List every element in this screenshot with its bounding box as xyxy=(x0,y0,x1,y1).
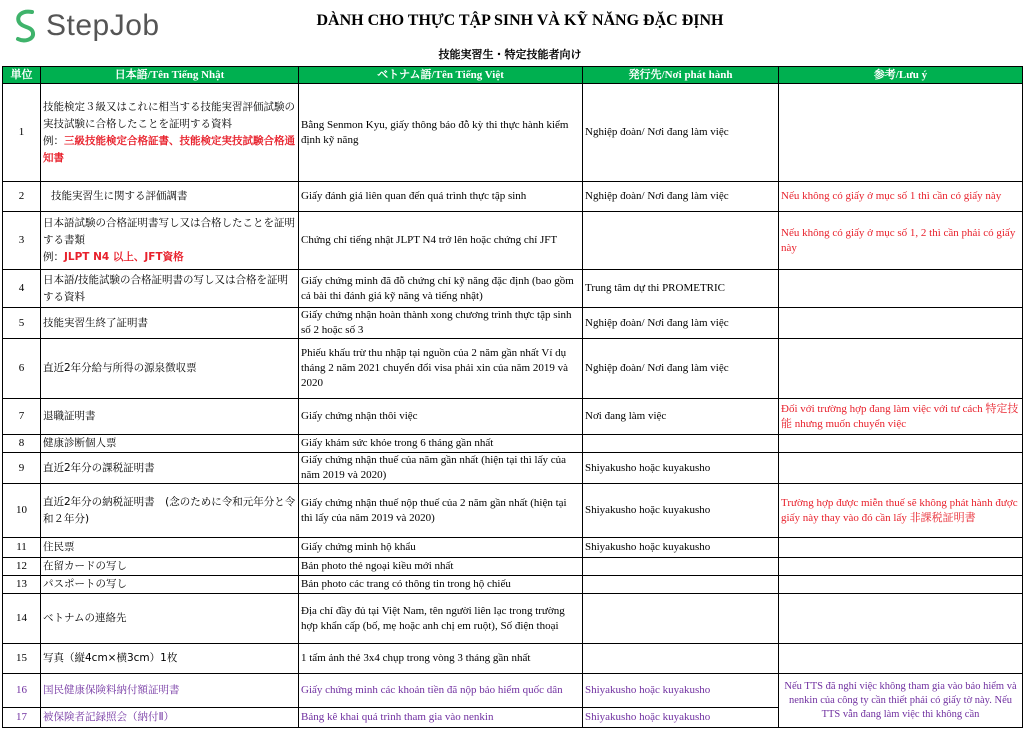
table-row xyxy=(3,576,1023,594)
table-row xyxy=(3,84,1023,182)
row-number: 12 xyxy=(3,558,41,576)
table-row xyxy=(3,453,1023,484)
row-issuer xyxy=(583,558,779,576)
row-vietnamese: Giấy chứng nhận thuế của năm gần nhất (hiện tại thì lấy của năm 2019 và 2020) xyxy=(299,453,583,484)
row-issuer xyxy=(583,644,779,674)
row-vietnamese: Bản photo thẻ ngoại kiều mới nhất xyxy=(299,558,583,576)
row-vietnamese: Giấy chứng nhận hoàn thành xong chương trình thực tập sinh số 2 hoặc số 3 xyxy=(299,308,583,339)
table-row xyxy=(3,644,1023,674)
document-table xyxy=(2,66,1023,728)
row-vietnamese: Giấy chứng nhận thôi việc xyxy=(299,399,583,435)
row-note: Đối với trường hợp đang làm việc với tư cách 特定技能 nhưng muốn chuyển việc xyxy=(779,399,1023,435)
row-note xyxy=(779,538,1023,558)
row-number: 10 xyxy=(3,484,41,538)
row-issuer: Nghiệp đoàn/ Nơi đang làm việc xyxy=(583,84,779,182)
row-vietnamese: Phiếu khấu trừ thu nhập tại nguồn của 2 năm gần nhất Ví dụ tháng 2 năm 2021 chuyển đổi visa phải xin của năm 2019 và 2020 xyxy=(299,339,583,399)
page-subtitle: 技能実習生・特定技能者向け xyxy=(438,48,582,61)
col-header-note: 参考/Lưu ý xyxy=(779,67,1023,84)
row-japanese: 被保険者記録照会（納付Ⅱ） xyxy=(41,708,299,728)
table-header-row xyxy=(3,67,1023,84)
row-vietnamese: Bản photo các trang có thông tin trong hộ chiếu xyxy=(299,576,583,594)
row-number: 16 xyxy=(3,674,41,708)
row-vietnamese: Giấy chứng minh đã đỗ chứng chỉ kỹ năng đặc định (bao gồm cả bài thi đánh giá kỹ năng và tiếng nhật) xyxy=(299,270,583,308)
row-japanese: 日本語試験の合格証明書写し又は合格したことを証明する書類 例：JLPT N4 以上、JFT資格 xyxy=(41,212,299,270)
table-row xyxy=(3,594,1023,644)
row-note xyxy=(779,270,1023,308)
row-note xyxy=(779,435,1023,453)
stepjob-logo-icon xyxy=(12,8,40,44)
row-japanese: 技能検定３級又はこれに相当する技能実習評価試験の実技試験に合格したことを証明する資料 例：三級技能検定合格証書、技能検定実技試験合格通知書 xyxy=(41,84,299,182)
row-number: 4 xyxy=(3,270,41,308)
row-issuer: Trung tâm dự thi PROMETRIC xyxy=(583,270,779,308)
row-vietnamese: Giấy đánh giá liên quan đến quá trình thực tập sinh xyxy=(299,182,583,212)
row-note xyxy=(779,84,1023,182)
row-note xyxy=(779,644,1023,674)
row-japanese: 技能実習生に関する評価調書 xyxy=(41,182,299,212)
page-header xyxy=(0,0,1024,66)
row-number: 7 xyxy=(3,399,41,435)
row-note: Nếu không có giấy ở mục số 1, 2 thì cần phải có giấy này xyxy=(779,212,1023,270)
row-issuer: Shiyakusho hoặc kuyakusho xyxy=(583,708,779,728)
row-note xyxy=(779,576,1023,594)
row-issuer: Shiyakusho hoặc kuyakusho xyxy=(583,674,779,708)
table-row xyxy=(3,484,1023,538)
row-number: 6 xyxy=(3,339,41,399)
table-row xyxy=(3,674,1023,708)
col-header-japanese: 日本語/Tên Tiếng Nhật xyxy=(41,67,299,84)
row-number: 13 xyxy=(3,576,41,594)
row-number: 5 xyxy=(3,308,41,339)
table-row xyxy=(3,270,1023,308)
row-note: Trường hợp được miễn thuế sẽ không phát hành được giấy này thay vào đó cần lấy 非課税証明書 xyxy=(779,484,1023,538)
row-japanese: 日本語/技能試験の合格証明書の写し又は合格を証明する資料 xyxy=(41,270,299,308)
row-vietnamese: Giấy chứng nhận thuế nộp thuế của 2 năm gần nhất (hiện tại thì lấy của năm 2019 và 2020) xyxy=(299,484,583,538)
row-japanese: 健康診断個人票 xyxy=(41,435,299,453)
row-note: Nếu không có giấy ở mục số 1 thì cần có giấy này xyxy=(779,182,1023,212)
table-row xyxy=(3,558,1023,576)
row-issuer: Nơi đang làm việc xyxy=(583,399,779,435)
table-row xyxy=(3,538,1023,558)
row-issuer: Nghiệp đoàn/ Nơi đang làm việc xyxy=(583,182,779,212)
row-japanese: 直近2年分の課税証明書 xyxy=(41,453,299,484)
row-japanese: 退職証明書 xyxy=(41,399,299,435)
row-issuer xyxy=(583,576,779,594)
row-note: Nếu TTS đã nghỉ việc không tham gia vào bảo hiểm và nenkin của công ty cần thiết phải có giấy tờ này. Nếu TTS vẫn đang làm việc thì không cần xyxy=(779,674,1023,728)
row-note xyxy=(779,339,1023,399)
row-number: 2 xyxy=(3,182,41,212)
row-vietnamese: Giấy chứng minh các khoản tiền đã nộp bảo hiểm quốc dân xyxy=(299,674,583,708)
row-vietnamese: Bằng Senmon Kyu, giấy thông báo đỗ kỳ thi thực hành kiểm định kỹ năng xyxy=(299,84,583,182)
stepjob-logo xyxy=(12,6,160,46)
row-japanese: 直近2年分給与所得の源泉徴収票 xyxy=(41,339,299,399)
row-vietnamese: Giấy chứng minh hộ khẩu xyxy=(299,538,583,558)
row-japanese: 在留カードの写し xyxy=(41,558,299,576)
col-header-vietnamese: ベトナム語/Tên Tiếng Việt xyxy=(299,67,583,84)
table-row xyxy=(3,435,1023,453)
page-title: DÀNH CHO THỰC TẬP SINH VÀ KỸ NĂNG ĐẶC ĐỊNH xyxy=(316,12,724,29)
row-number: 1 xyxy=(3,84,41,182)
row-issuer: Nghiệp đoàn/ Nơi đang làm việc xyxy=(583,339,779,399)
row-vietnamese: Địa chỉ đầy đủ tại Việt Nam, tên người liên lạc trong trường hợp khẩn cấp (bố, mẹ hoặc anh chị em ruột), Số điện thoại xyxy=(299,594,583,644)
row-japanese: ベトナムの連絡先 xyxy=(41,594,299,644)
row-japanese: 写真（縦4cm×横3cm）1枚 xyxy=(41,644,299,674)
table-row xyxy=(3,399,1023,435)
row-issuer: Shiyakusho hoặc kuyakusho xyxy=(583,484,779,538)
row-number: 15 xyxy=(3,644,41,674)
row-japanese: パスポートの写し xyxy=(41,576,299,594)
row-issuer: Nghiệp đoàn/ Nơi đang làm việc xyxy=(583,308,779,339)
row-note xyxy=(779,308,1023,339)
row-japanese: 国民健康保険料納付額証明書 xyxy=(41,674,299,708)
col-header-issuer: 発行先/Nơi phát hành xyxy=(583,67,779,84)
row-number: 14 xyxy=(3,594,41,644)
row-note xyxy=(779,453,1023,484)
row-issuer xyxy=(583,435,779,453)
row-japanese: 直近2年分の納税証明書 (念のために令和元年分と令和２年分) xyxy=(41,484,299,538)
col-header-unit: 単位 xyxy=(3,67,41,84)
row-note xyxy=(779,594,1023,644)
row-vietnamese: Giấy khám sức khỏe trong 6 tháng gần nhất xyxy=(299,435,583,453)
row-vietnamese: 1 tấm ảnh thẻ 3x4 chụp trong vòng 3 tháng gần nhất xyxy=(299,644,583,674)
table-row xyxy=(3,182,1023,212)
row-number: 9 xyxy=(3,453,41,484)
row-number: 8 xyxy=(3,435,41,453)
logo-text: StepJob xyxy=(46,9,160,42)
row-number: 11 xyxy=(3,538,41,558)
row-japanese: 技能実習生終了証明書 xyxy=(41,308,299,339)
row-vietnamese: Chứng chỉ tiếng nhật JLPT N4 trở lên hoặc chứng chỉ JFT xyxy=(299,212,583,270)
row-number: 17 xyxy=(3,708,41,728)
row-number: 3 xyxy=(3,212,41,270)
row-vietnamese: Bảng kê khai quá trình tham gia vào nenkin xyxy=(299,708,583,728)
table-row xyxy=(3,339,1023,399)
row-issuer: Shiyakusho hoặc kuyakusho xyxy=(583,453,779,484)
row-japanese: 住民票 xyxy=(41,538,299,558)
table-row xyxy=(3,308,1023,339)
table-row xyxy=(3,212,1023,270)
row-note xyxy=(779,558,1023,576)
row-issuer xyxy=(583,594,779,644)
row-issuer: Shiyakusho hoặc kuyakusho xyxy=(583,538,779,558)
row-issuer xyxy=(583,212,779,270)
